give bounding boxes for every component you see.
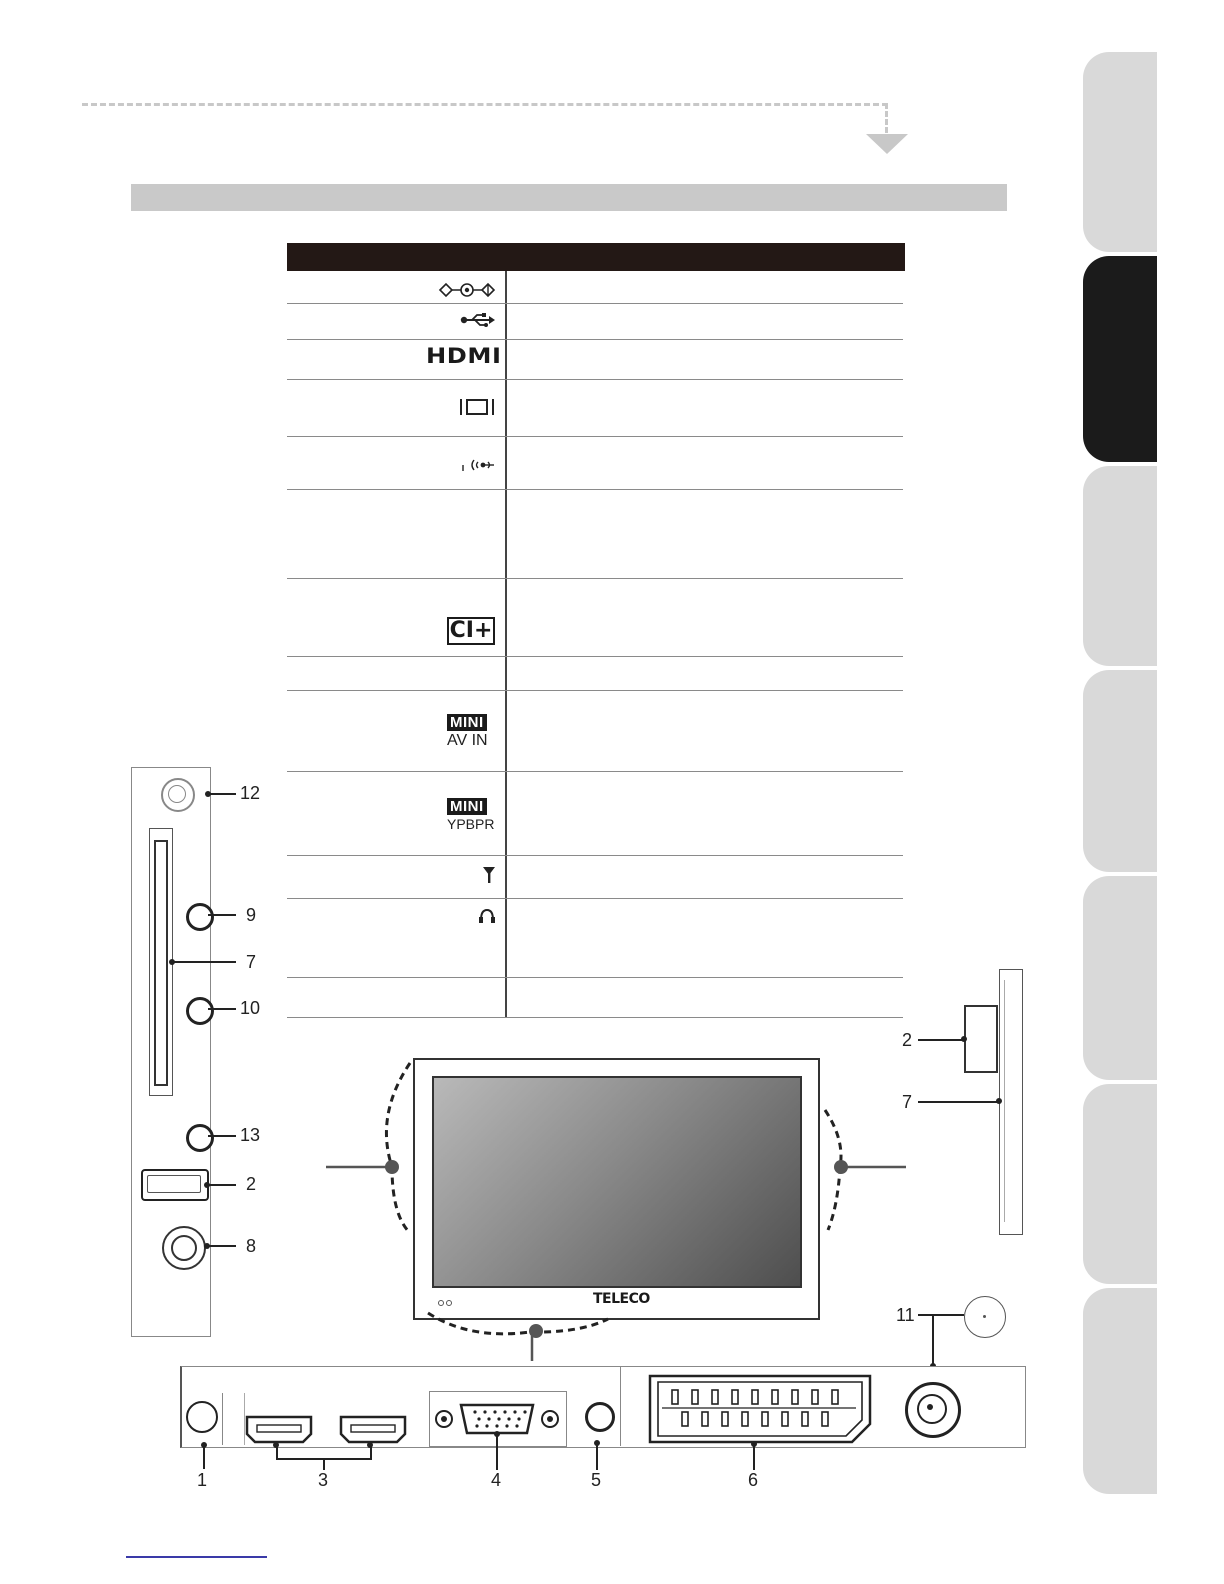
antenna-icon bbox=[482, 866, 496, 884]
tv-connector-indicators bbox=[320, 1055, 920, 1365]
nav-tab-2-active[interactable] bbox=[1083, 256, 1157, 462]
nav-tab-3[interactable] bbox=[1083, 466, 1157, 666]
nav-tab-7[interactable] bbox=[1083, 1288, 1157, 1494]
callout-dot bbox=[367, 1442, 373, 1448]
callout-1: 1 bbox=[197, 1470, 208, 1490]
callout-2-side: 2 bbox=[246, 1174, 257, 1194]
callout-5: 5 bbox=[591, 1470, 602, 1490]
callout-dot bbox=[201, 1442, 207, 1448]
callout-8: 8 bbox=[246, 1236, 257, 1256]
panel-divider bbox=[244, 1393, 245, 1445]
callout-line bbox=[208, 1135, 236, 1137]
callout-line bbox=[323, 1458, 325, 1470]
callout-line bbox=[596, 1443, 598, 1470]
callout-7-right: 7 bbox=[902, 1092, 913, 1112]
jack-8-inner bbox=[171, 1235, 197, 1261]
vga-icon bbox=[458, 397, 496, 417]
table-row-line bbox=[287, 855, 903, 856]
mini-av-icon: MINI AV IN bbox=[447, 714, 488, 749]
nav-tab-4[interactable] bbox=[1083, 670, 1157, 872]
hdmi-ports bbox=[245, 1414, 415, 1448]
table-row-line bbox=[287, 977, 903, 978]
table-row-line bbox=[287, 303, 903, 304]
table-row-line bbox=[287, 656, 903, 657]
callout-9: 9 bbox=[246, 905, 257, 925]
table-row-line bbox=[287, 898, 903, 899]
mini-ypbpr-icon: MINI YPBPR bbox=[447, 798, 495, 832]
callout-line bbox=[208, 914, 236, 916]
callout-line bbox=[918, 1039, 964, 1041]
hdmi-icon: HDMI bbox=[426, 344, 502, 368]
footer-link-underline[interactable] bbox=[126, 1556, 267, 1558]
callout-line bbox=[918, 1101, 1000, 1103]
antenna-port-pin bbox=[927, 1404, 933, 1410]
callout-dot bbox=[751, 1441, 757, 1447]
callout-line bbox=[932, 1314, 934, 1366]
callout-11: 11 bbox=[896, 1305, 915, 1325]
callout-line bbox=[207, 1245, 236, 1247]
table-row-line bbox=[287, 436, 903, 437]
satellite-pin bbox=[983, 1315, 986, 1318]
callout-4: 4 bbox=[491, 1470, 502, 1490]
table-row-line bbox=[287, 489, 903, 490]
table-row-line bbox=[287, 690, 903, 691]
callout-12: 12 bbox=[240, 783, 261, 803]
callout-3: 3 bbox=[318, 1470, 329, 1490]
callout-13: 13 bbox=[240, 1125, 261, 1145]
callout-10: 10 bbox=[240, 998, 261, 1018]
section-title-bar bbox=[131, 184, 1007, 211]
callout-line bbox=[753, 1444, 755, 1470]
table-header bbox=[287, 243, 905, 271]
panel-divider bbox=[620, 1366, 621, 1446]
table-column-divider bbox=[505, 271, 507, 1018]
callout-line bbox=[208, 793, 236, 795]
callout-6: 6 bbox=[748, 1470, 759, 1490]
header-arrow-icon bbox=[866, 134, 908, 154]
usb-icon bbox=[460, 312, 496, 328]
usb-port-right bbox=[964, 1005, 998, 1073]
nav-tab-6[interactable] bbox=[1083, 1084, 1157, 1284]
callout-dot bbox=[594, 1440, 600, 1446]
callout-7: 7 bbox=[246, 952, 257, 972]
header-dashed-line bbox=[82, 103, 888, 106]
jack-13 bbox=[186, 1124, 214, 1152]
callout-dot bbox=[996, 1098, 1002, 1104]
table-row-line bbox=[287, 379, 903, 380]
nav-tab-1[interactable] bbox=[1083, 52, 1157, 252]
callout-line bbox=[208, 1008, 236, 1010]
ci-slot[interactable] bbox=[154, 840, 168, 1086]
header-dashed-drop bbox=[885, 103, 888, 133]
table-row-line bbox=[287, 771, 903, 772]
power-port bbox=[186, 1401, 218, 1433]
headphone-icon bbox=[478, 908, 496, 924]
callout-dot bbox=[494, 1431, 500, 1437]
ci-plus-icon: CI+ bbox=[447, 617, 495, 645]
nav-tab-5[interactable] bbox=[1083, 876, 1157, 1080]
audio-jack-port bbox=[585, 1402, 615, 1432]
power-dc-icon bbox=[438, 281, 496, 299]
scart-port bbox=[648, 1374, 872, 1444]
side-edge-inner bbox=[1004, 980, 1017, 1222]
jack-9-headphone bbox=[186, 903, 214, 931]
table-row-line bbox=[287, 578, 903, 579]
callout-line bbox=[207, 1184, 236, 1186]
table-row-line bbox=[287, 339, 903, 340]
callout-line bbox=[496, 1434, 498, 1470]
table-row-line bbox=[287, 1017, 903, 1018]
callout-line bbox=[203, 1445, 205, 1469]
jack-12-inner bbox=[168, 785, 186, 803]
callout-dot bbox=[961, 1036, 967, 1042]
callout-line bbox=[172, 961, 236, 963]
callout-dot bbox=[273, 1442, 279, 1448]
audio-in-icon bbox=[460, 457, 496, 473]
callout-2-right: 2 bbox=[902, 1030, 913, 1050]
jack-10 bbox=[186, 997, 214, 1025]
teleco-logo: TELECO bbox=[593, 1291, 650, 1307]
usb-port-inner bbox=[147, 1175, 201, 1193]
callout-line bbox=[918, 1314, 964, 1316]
